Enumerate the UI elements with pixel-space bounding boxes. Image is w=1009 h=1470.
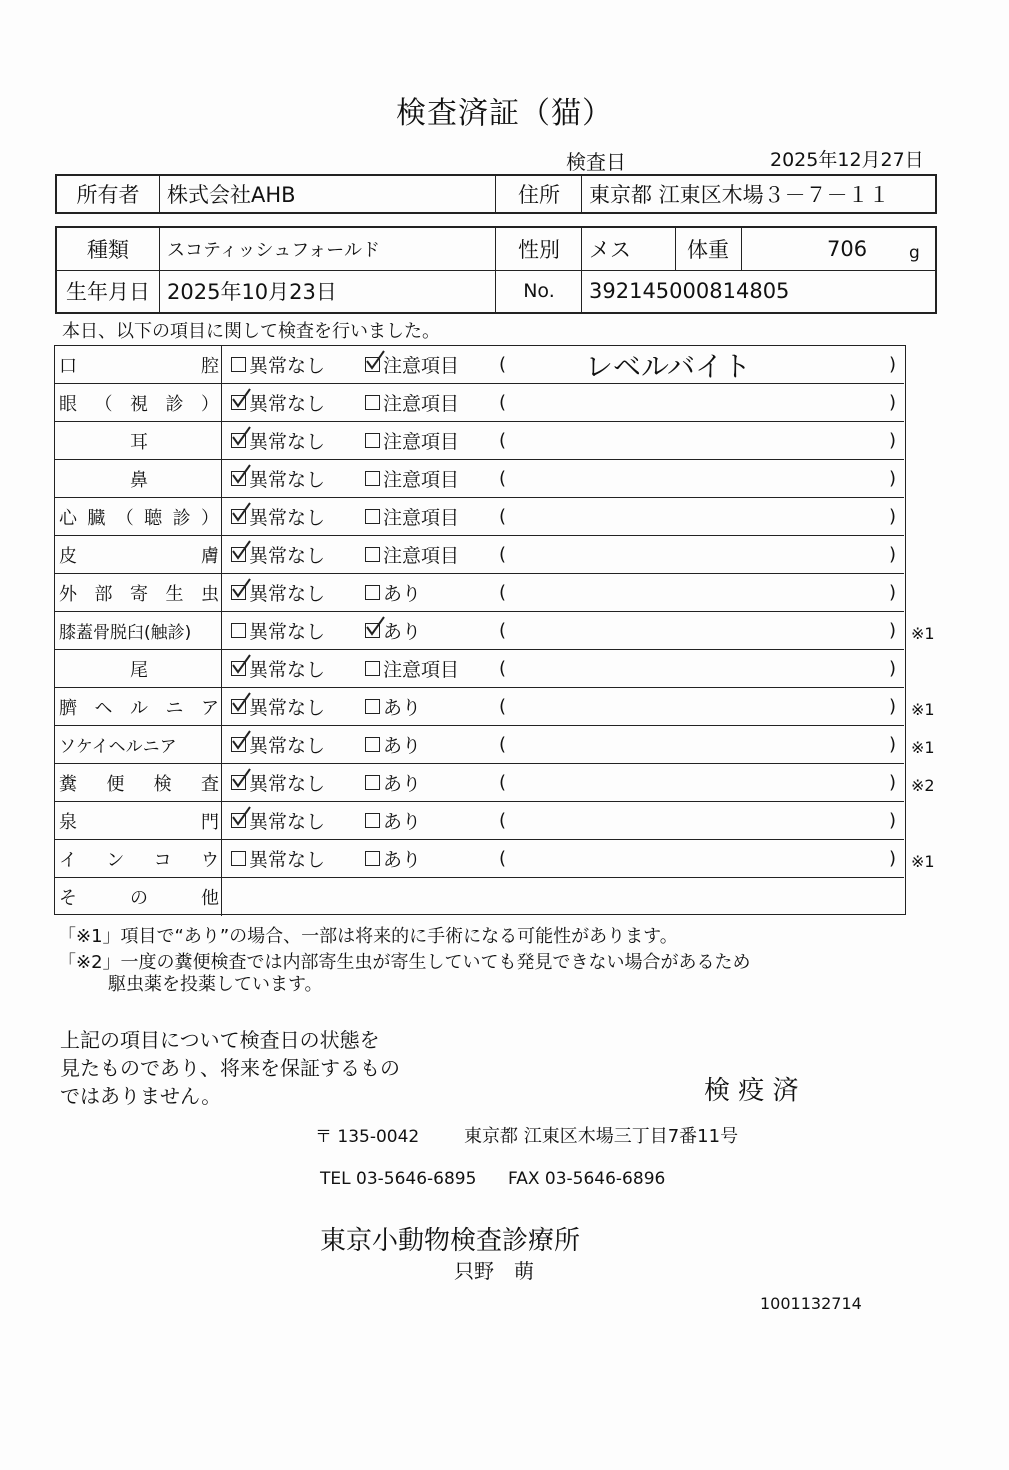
row-label-char: ）	[201, 393, 219, 415]
option-label: あり	[383, 849, 422, 871]
row-label	[59, 460, 219, 497]
row-label	[59, 574, 219, 611]
row-label-char: ソケイヘルニア	[59, 737, 177, 757]
table-row	[55, 346, 904, 384]
check-mark-icon	[230, 425, 252, 447]
checkbox-icon[interactable]	[231, 813, 246, 828]
checkbox-icon[interactable]	[231, 661, 246, 676]
normal-checkbox[interactable]	[231, 460, 325, 497]
note-close-paren: )	[889, 696, 897, 717]
row-label-char: 部	[94, 583, 113, 605]
finding-checkbox[interactable]	[365, 840, 421, 877]
finding-checkbox[interactable]	[365, 498, 459, 535]
finding-checkbox[interactable]	[365, 688, 421, 725]
note-open-paren: (	[499, 544, 507, 565]
checkbox-icon[interactable]	[365, 585, 380, 600]
row-label-char: ウ	[200, 849, 219, 871]
row-label	[59, 422, 219, 459]
footnote-mark: ※1	[911, 852, 935, 871]
sex-value: メス	[589, 238, 631, 262]
row-label	[59, 498, 219, 535]
row-label-char: そ	[59, 887, 77, 909]
checkbox-icon[interactable]	[231, 775, 246, 790]
footnote-mark: ※1	[911, 624, 935, 643]
note-open-paren: (	[499, 772, 507, 793]
footnote-2-cont: 駆虫薬を投薬しています。	[108, 974, 323, 995]
option-label: 注意項目	[383, 507, 460, 529]
no-label: No.	[523, 280, 555, 302]
row-label	[59, 878, 219, 915]
option-label: 異常なし	[249, 773, 326, 795]
option-label: あり	[383, 735, 422, 757]
owner-value: 株式会社AHB	[167, 183, 296, 207]
finding-checkbox[interactable]	[365, 422, 459, 459]
checkbox-icon[interactable]	[365, 813, 380, 828]
row-label-char: 皮	[59, 545, 77, 567]
weight-unit: g	[909, 243, 920, 263]
birth-value: 2025年10月23日	[167, 280, 337, 304]
postal-code: 〒 135-0042	[315, 1127, 420, 1147]
pet-info-box	[55, 226, 937, 314]
weight-value: 706	[827, 237, 868, 261]
table-row	[55, 764, 935, 802]
row-label	[59, 802, 219, 839]
row-label-char: 診	[165, 393, 184, 415]
checkbox-icon[interactable]	[231, 471, 246, 486]
option-label: 異常なし	[249, 393, 326, 415]
page-title: 検査済証（猫）	[396, 96, 613, 131]
check-mark-icon	[230, 387, 252, 409]
option-label: 異常なし	[249, 583, 326, 605]
option-label: あり	[383, 811, 422, 833]
row-label	[59, 346, 219, 383]
note-open-paren: (	[499, 620, 507, 641]
breed-label: 種類	[87, 238, 129, 262]
checkbox-icon[interactable]	[231, 509, 246, 524]
row-label-char: 寄	[130, 583, 148, 605]
note-open-paren: (	[499, 392, 507, 413]
footnote-mark: ※1	[911, 738, 935, 757]
row-label-char: 門	[201, 811, 219, 833]
check-mark-icon	[230, 463, 252, 485]
note-close-paren: )	[889, 848, 897, 869]
row-label-char: 他	[201, 887, 219, 909]
row-label-char: 検	[153, 773, 172, 795]
checkbox-icon[interactable]	[365, 471, 380, 486]
option-label: 異常なし	[249, 735, 326, 757]
note-open-paren: (	[499, 696, 507, 717]
option-label: 異常なし	[249, 545, 326, 567]
checkbox-icon[interactable]	[365, 433, 380, 448]
note-close-paren: )	[889, 468, 897, 489]
disclaimer-line: 上記の項目について検査日の状態を	[60, 1028, 380, 1052]
option-label: あり	[383, 621, 422, 643]
row-label-char: 膚	[201, 545, 219, 567]
check-mark-icon	[230, 767, 252, 789]
normal-checkbox[interactable]	[231, 498, 325, 535]
table-row	[55, 688, 935, 726]
row-label-char: の	[130, 887, 148, 909]
row-label-char: ア	[201, 697, 219, 719]
note-close-paren: )	[889, 620, 897, 641]
row-label-char: 耳	[130, 431, 148, 453]
note-close-paren: )	[889, 392, 897, 413]
row-label-char: 口	[59, 355, 77, 377]
intro-text: 本日、以下の項目に関して検査を行いました。	[62, 321, 440, 342]
note-close-paren: )	[889, 734, 897, 755]
row-label	[59, 726, 219, 763]
clinic-tel: TEL 03-5646-6895	[320, 1169, 477, 1189]
note-close-paren: )	[889, 582, 897, 603]
table-row	[55, 422, 904, 460]
check-mark-icon	[364, 615, 386, 637]
checkbox-icon[interactable]	[365, 509, 380, 524]
check-mark-icon	[230, 805, 252, 827]
note-close-paren: )	[889, 810, 897, 831]
finding-checkbox[interactable]	[365, 764, 421, 801]
normal-checkbox[interactable]	[231, 802, 325, 839]
row-label-char: 視	[130, 393, 148, 415]
option-label: 注意項目	[383, 545, 460, 567]
row-label-char: コ	[153, 849, 172, 871]
normal-checkbox[interactable]	[231, 422, 325, 459]
finding-checkbox[interactable]	[365, 726, 421, 763]
checkbox-icon[interactable]	[365, 737, 380, 752]
row-label-char: 便	[106, 773, 125, 795]
row-label-char: 膝蓋骨脱臼(触診)	[59, 623, 192, 643]
row-label-char: 腔	[201, 355, 219, 377]
checkbox-icon[interactable]	[365, 395, 380, 410]
exam-date-label: 検査日	[566, 150, 626, 174]
row-label	[59, 764, 219, 801]
row-label-char: 臍	[59, 697, 77, 719]
checkbox-icon[interactable]	[231, 851, 246, 866]
option-label: 注意項目	[383, 431, 460, 453]
normal-checkbox[interactable]	[231, 574, 325, 611]
checkbox-icon[interactable]	[231, 699, 246, 714]
address-value: 東京都 江東区木場３－７－１１	[589, 183, 890, 207]
table-row	[55, 726, 935, 764]
row-label-char: 査	[200, 773, 219, 795]
row-label-char: ）	[200, 507, 219, 529]
checkbox-icon[interactable]	[365, 623, 380, 638]
row-label-char: 生	[165, 583, 184, 605]
table-row	[55, 878, 904, 916]
row-label-char: 泉	[59, 811, 77, 833]
option-label: 異常なし	[249, 621, 326, 643]
note-open-paren: (	[499, 810, 507, 831]
row-label-char: 外	[59, 583, 77, 605]
no-value: 392145000814805	[589, 279, 790, 303]
row-label-char: 診	[172, 507, 191, 529]
table-row	[55, 384, 904, 422]
disclaimer-line: 見たものであり、将来を保証するもの	[60, 1056, 400, 1080]
row-label-char: 聴	[144, 507, 163, 529]
option-label: 異常なし	[249, 431, 326, 453]
owner-box	[55, 174, 937, 214]
checkbox-icon[interactable]	[231, 737, 246, 752]
table-row	[55, 498, 904, 536]
table-row	[55, 574, 904, 612]
checkbox-icon[interactable]	[365, 775, 380, 790]
option-label: あり	[383, 583, 422, 605]
checkbox-icon[interactable]	[365, 699, 380, 714]
table-row	[55, 612, 935, 650]
clinic-fax: FAX 03-5646-6896	[508, 1169, 666, 1189]
finding-checkbox[interactable]	[365, 460, 459, 497]
footnote-mark: ※1	[911, 700, 935, 719]
note-open-paren: (	[499, 582, 507, 603]
option-label: あり	[383, 773, 422, 795]
option-label: あり	[383, 697, 422, 719]
checkbox-icon[interactable]	[365, 357, 380, 372]
row-label-char: ヘ	[94, 697, 113, 719]
row-label-char: 糞	[59, 773, 77, 795]
row-label-char: イ	[59, 849, 77, 871]
footnote-mark: ※2	[911, 776, 935, 795]
note-close-paren: )	[889, 506, 897, 527]
clinic-name: 東京小動物検査診療所	[320, 1226, 581, 1256]
table-row	[55, 460, 904, 498]
option-label: 注意項目	[383, 355, 460, 377]
row-label-char: 鼻	[130, 469, 148, 491]
row-label	[59, 688, 219, 725]
checkbox-icon[interactable]	[231, 357, 246, 372]
note-open-paren: (	[499, 734, 507, 755]
checkbox-icon[interactable]	[231, 585, 246, 600]
normal-checkbox[interactable]	[231, 650, 325, 687]
checkbox-icon[interactable]	[365, 661, 380, 676]
disclaimer-line: ではありません。	[60, 1084, 222, 1108]
note-open-paren: (	[499, 658, 507, 679]
option-label: 異常なし	[249, 507, 326, 529]
note-open-paren: (	[499, 848, 507, 869]
clinic-address: 東京都 江東区木場三丁目7番11号	[464, 1126, 739, 1147]
note-close-paren: )	[889, 658, 897, 679]
checkbox-icon[interactable]	[365, 851, 380, 866]
option-label: 異常なし	[249, 697, 326, 719]
finding-checkbox[interactable]	[365, 574, 421, 611]
sex-label: 性別	[518, 238, 560, 262]
row-label	[59, 612, 219, 649]
note-open-paren: (	[499, 506, 507, 527]
row-label-char: （	[115, 507, 134, 529]
footnote-1: 「※1」項目で“あり”の場合、一部は将来的に手術になる可能性があります。	[58, 926, 678, 947]
address-label: 住所	[518, 183, 560, 207]
normal-checkbox[interactable]	[231, 688, 325, 725]
row-label-char: 眼	[59, 393, 77, 415]
row-label-char: ン	[106, 849, 125, 871]
finding-checkbox[interactable]	[365, 536, 459, 573]
normal-checkbox[interactable]	[231, 840, 325, 877]
table-row	[55, 536, 904, 574]
option-label: 注意項目	[383, 469, 460, 491]
note-open-paren: (	[499, 354, 507, 375]
note-open-paren: (	[499, 468, 507, 489]
checkbox-icon[interactable]	[231, 623, 246, 638]
weight-label: 体重	[687, 238, 729, 262]
option-label: 異常なし	[249, 659, 326, 681]
note-close-paren: )	[889, 430, 897, 451]
table-row	[55, 840, 935, 878]
row-label	[59, 384, 219, 421]
footnote-2: 「※2」一度の糞便検査では内部寄生虫が寄生していても発見できない場合があるため	[58, 952, 751, 973]
disclaimer	[60, 1026, 400, 1110]
row-label-char: 尾	[130, 659, 148, 681]
option-label: 注意項目	[383, 393, 460, 415]
option-label: 異常なし	[249, 849, 326, 871]
row-label-char: 心	[59, 507, 77, 529]
check-table	[54, 345, 935, 915]
row-label	[59, 536, 219, 573]
check-mark-icon	[230, 729, 252, 751]
check-mark-icon	[230, 501, 252, 523]
birth-label: 生年月日	[66, 280, 150, 304]
checkbox-icon[interactable]	[231, 395, 246, 410]
row-label-char: 虫	[201, 583, 219, 605]
check-mark-icon	[364, 349, 386, 371]
normal-checkbox[interactable]	[231, 384, 325, 421]
normal-checkbox[interactable]	[231, 612, 325, 649]
table-row	[55, 650, 904, 688]
normal-checkbox[interactable]	[231, 764, 325, 801]
finding-checkbox[interactable]	[365, 650, 459, 687]
option-label: 異常なし	[249, 811, 326, 833]
checkbox-icon[interactable]	[365, 547, 380, 562]
finding-note: レベルバイト	[585, 349, 752, 383]
breed-value: スコティッシュフォールド	[167, 240, 380, 261]
row-label-char: （	[94, 393, 113, 415]
note-open-paren: (	[499, 430, 507, 451]
row-label-char: ニ	[165, 697, 184, 719]
check-mark-icon	[230, 577, 252, 599]
normal-checkbox[interactable]	[231, 726, 325, 763]
option-label: 異常なし	[249, 469, 326, 491]
finding-checkbox[interactable]	[365, 612, 421, 649]
note-close-paren: )	[889, 544, 897, 565]
row-label	[59, 650, 219, 687]
finding-checkbox[interactable]	[365, 802, 421, 839]
table-row	[55, 802, 904, 840]
option-label: 注意項目	[383, 659, 460, 681]
checkbox-icon[interactable]	[231, 547, 246, 562]
finding-checkbox[interactable]	[365, 384, 459, 421]
check-mark-icon	[230, 691, 252, 713]
doctor-name: 只野 萌	[454, 1259, 534, 1283]
option-label: 異常なし	[249, 355, 326, 377]
quarantine-stamp: 検 疫 済	[704, 1076, 799, 1106]
check-mark-icon	[230, 653, 252, 675]
finding-checkbox[interactable]	[365, 346, 459, 383]
note-close-paren: )	[889, 772, 897, 793]
note-close-paren: )	[889, 354, 897, 375]
row-label-char: 臓	[87, 507, 106, 529]
serial-number: 1001132714	[760, 1294, 862, 1313]
row-label-char: ル	[130, 697, 148, 719]
row-label	[59, 840, 219, 877]
check-mark-icon	[230, 539, 252, 561]
checkbox-icon[interactable]	[231, 433, 246, 448]
normal-checkbox[interactable]	[231, 346, 325, 383]
normal-checkbox[interactable]	[231, 536, 325, 573]
owner-label: 所有者	[76, 183, 140, 207]
exam-date: 2025年12月27日	[770, 149, 924, 171]
